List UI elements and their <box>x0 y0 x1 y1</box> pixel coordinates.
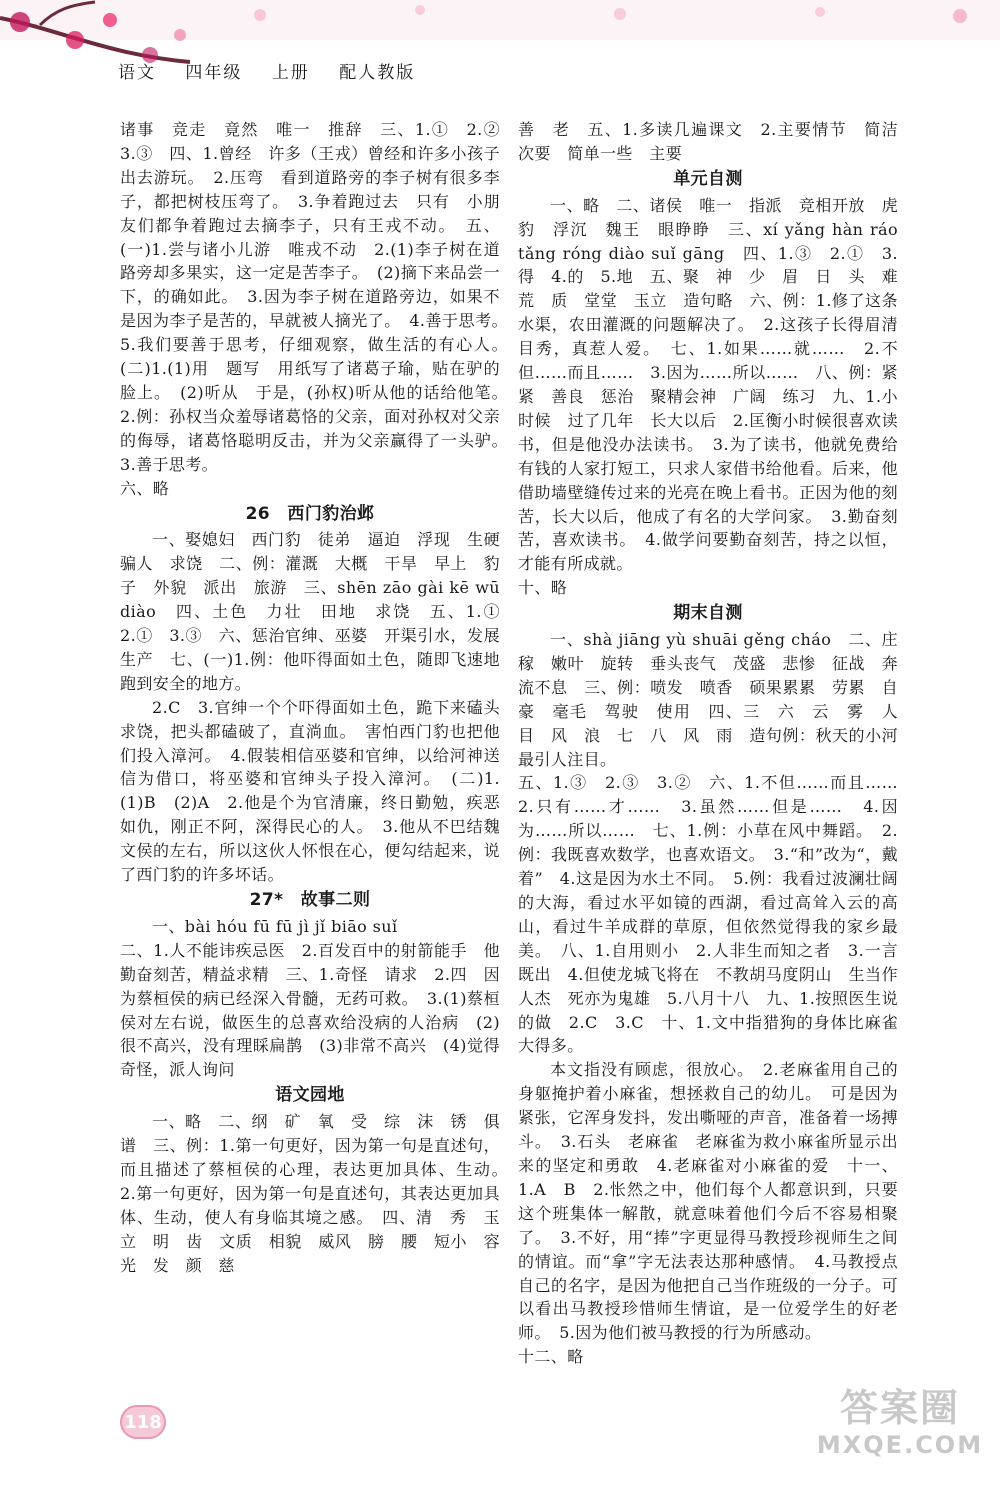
answer-paragraph: 一、娶媳妇 西门豹 徒弟 逼迫 浮现 生硬 骗人 求饶 二、例：灌溉 大概 干旱 早上 豹子 外貌 派出 旅游 三、shēn zāo gài kē wū diào 四、土色 力壮 田地 求饶 五、1.① 2.① 3.③ 六、惩治官绅、巫婆 开渠引水，发展生产 七、(一)1.例：他吓得面如土色，随即飞速地跑到安全的地方。 <box>120 530 517 693</box>
answer-paragraph: 二、1.人不能讳疾忌医 2.百发百中的射箭能手 他勤奋刻苦，精益求精 三、1.奇怪 请求 2.四 因为蔡桓侯的病已经深入骨髓，无药可救。 3.(1)蔡桓侯对左右说，做医生的总喜欢给没病的人治病 (2)很不高兴，没有理睬扁鹊 (3)非常不高兴 (4)觉得奇怪，派人询问 <box>120 940 500 1080</box>
header-grade: 四年级 <box>185 63 243 83</box>
watermark-url: MXQE.COM <box>816 1431 984 1459</box>
watermark-title: 答案圈 <box>839 1386 960 1430</box>
section-title: 单元自测 <box>673 168 743 189</box>
answer-paragraph: 诸事 竞走 竟然 唯一 推辞 三、1.① 2.② 3.③ 四、1.曾经 许多（王戎）曾经和许多小孩子出去游玩。 2.压弯 看到道路旁的李子树有很多李子，都把树枝压弯了。 3.争着跑过去 只有 小朋友们都争着跑过去摘李子，只有王戎不动。 五、(一)1.尝与诸小儿游 唯戎不动 2.(1)李子树在道路旁却多果实，这一定是苦李子。 (2)摘下来品尝一下，的确如此。 3.因为李子树在道路旁边，如果不是因为李子是苦的，早就被人摘光了。 4.善于思考。 5.我们要善于思考，仔细观察，做生活的有心人。 (二)1.(1)用 题写 用纸写了诸葛子瑜，贴在驴的脸上。 (2)听从 于是，(孙权)听从他的话给他笔。 2.例：孙权当众羞辱诸葛恪的父亲，面对孙权对父亲的侮辱，诸葛恪聪明反击，并为父亲赢得了一头驴。 3.善于思考。 <box>120 120 517 474</box>
answer-paragraph: 十、略 <box>518 578 568 598</box>
watermark-logo <box>815 1385 985 1475</box>
answer-paragraph: 六、略 <box>120 478 170 498</box>
answer-paragraph: 一、略 二、纲 矿 氧 受 综 沫 锈 俱 谱 三、例：1.第一句更好，因为第一句是直述句，而且描述了蔡桓侯的心理，表达更加具体、生动。 2.第一句更好，因为第一句是直述句，其表达更加具体、生动，使人有身临其境之感。 四、清 秀 玉立 明 齿 文质 相貌 威风 膀 腰 短小 容光 发 颜 慈 <box>120 1112 517 1275</box>
answer-paragraph: 十二、略 <box>518 1347 584 1367</box>
section-title: 语文园地 <box>275 1085 345 1106</box>
section-title: 27* 故事二则 <box>249 890 371 910</box>
answer-paragraph: 本文指没有顾虑，很放心。 2.老麻雀用自己的身躯掩护着小麻雀，想拯救自己的幼儿。 可是因为紧张，它浑身发抖，发出嘶哑的声音，准备着一场搏斗。 3.石头 老麻雀 老麻雀为救小麻雀所显示出来的坚定和勇敢 4.老麻雀对小麻雀的爱 十一、1.A B 2.怅然之中，他们每个人都意识到，只要这个班集体一解散，就意味着他们今后不容易相聚了。 3.不好，用“捧”字更显得马教授珍视师生之间的情谊。而“拿”字无法表达那种感情。 4.马教授点自己的名字，是因为他把自己当作班级的一分子。可以看出马教授珍惜师生情谊，是一位爱学生的好老师。 5.因为他们被马教授的行为所感动。 <box>518 1060 898 1343</box>
header-volume: 上册 <box>271 63 310 83</box>
answer-paragraph: 一、略 二、诸侯 唯一 指派 竞相开放 虎豹 浮沉 魏王 眼睁睁 三、xí yǎng hàn ráo tǎng róng diào suǐ gāng 四、1.③ 2.① 3.得 4.的 5.地 五、聚 神 少 眉 日 头 难 荒 质 堂堂 玉立 造句略 六、例：1.修了这条水渠，农田灌溉的问题解决了。 2.这孩子长得眉清目秀，真惹人爱。 七、1.如果……就…… 2.不但……而且…… 3.因为……所以…… 八、例：紧紧 善良 惩治 聚精会神 广阔 练习 九、1.小时候 过了几年 长大以后 2.匡衡小时候很喜欢读书，但是他没办法读书。 3.为了读书，他就免费给有钱的人家打短工，只求人家借书给他看。后来，他借助墙壁缝传过来的光亮在晚上看书。正因为他的刻苦，长大以后，他成了有名的大学问家。 3.勤奋刻苦，喜欢读书。 4.做学问要勤奋刻苦，持之以恒，才能有所成就。 <box>518 195 915 574</box>
answer-paragraph: 五、1.③ 2.③ 3.② 六、1.不但……而且…… 2.只有……才…… 3.虽然……但是…… 4.因为……所以…… 七、1.例：小草在风中舞蹈。 2.例：我既喜欢数学，也喜欢语文。 3.“和”改为“，戴着” 4.这是因为水土不同。 5.例：我看过波澜壮阔的大海，看过水平如镜的西湖，看过高耸入云的高山，看过牛羊成群的草原，但依然觉得我的家乡最美。 八、1.自用则小 2.人非生而知之者 3.一言既出 4.但使龙城飞将在 不教胡马度阴山 生当作人杰 死亦为鬼雄 5.八月十八 九、1.按照医生说的做 2.C 3.C 十、1.文中指猎狗的身体比麻雀大得多。 <box>518 773 915 1056</box>
header-subject: 语文 <box>118 63 156 83</box>
answer-paragraph: 一、bài hóu fū fū jì jǐ biāo suǐ <box>152 916 398 936</box>
section-title: 26 西门豹治邺 <box>245 503 375 524</box>
answer-paragraph: 一、shà jiāng yù shuāi gěng cháo 二、庄稼 嫩叶 旋转 垂头丧气 茂盛 悲惨 征战 奔流不息 三、例：喷发 喷香 硕果累累 劳累 自豪 毫毛 驾驶 使用 四、三 六 云 雾 人 目 风 浪 七 八 风 雨 造句例：秋天的小河最引人注目。 <box>518 630 915 769</box>
right-answer-column <box>518 118 915 1369</box>
section-title: 期末自测 <box>673 603 743 624</box>
answer-paragraph: 2.C 3.官绅一个个吓得面如土色，跪下来磕头求饶，把头都磕破了，直淌血。 害怕西门豹也把他们投入漳河。 4.假装相信巫婆和官绅，以给河神送信为借口，将巫婆和官绅头子投入漳河。 (二)1.(1)B (2)A 2.他是个为官清廉，终日勤勉，疾恶如仇，刚正不阿，深得民心的人。 3.他从不巴结魏文侯的左右，所以这伙人怀恨在心，便勾结起来，说了西门豹的许多坏话。 <box>120 697 500 885</box>
left-answer-column <box>120 118 517 1278</box>
book-header <box>118 58 437 83</box>
page-number-badge: 118 <box>120 1405 166 1439</box>
header-edition: 配人教版 <box>339 63 416 83</box>
answer-paragraph: 善 老 五、1.多读几遍课文 2.主要情节 简洁 次要 简单一些 主要 <box>518 120 915 163</box>
